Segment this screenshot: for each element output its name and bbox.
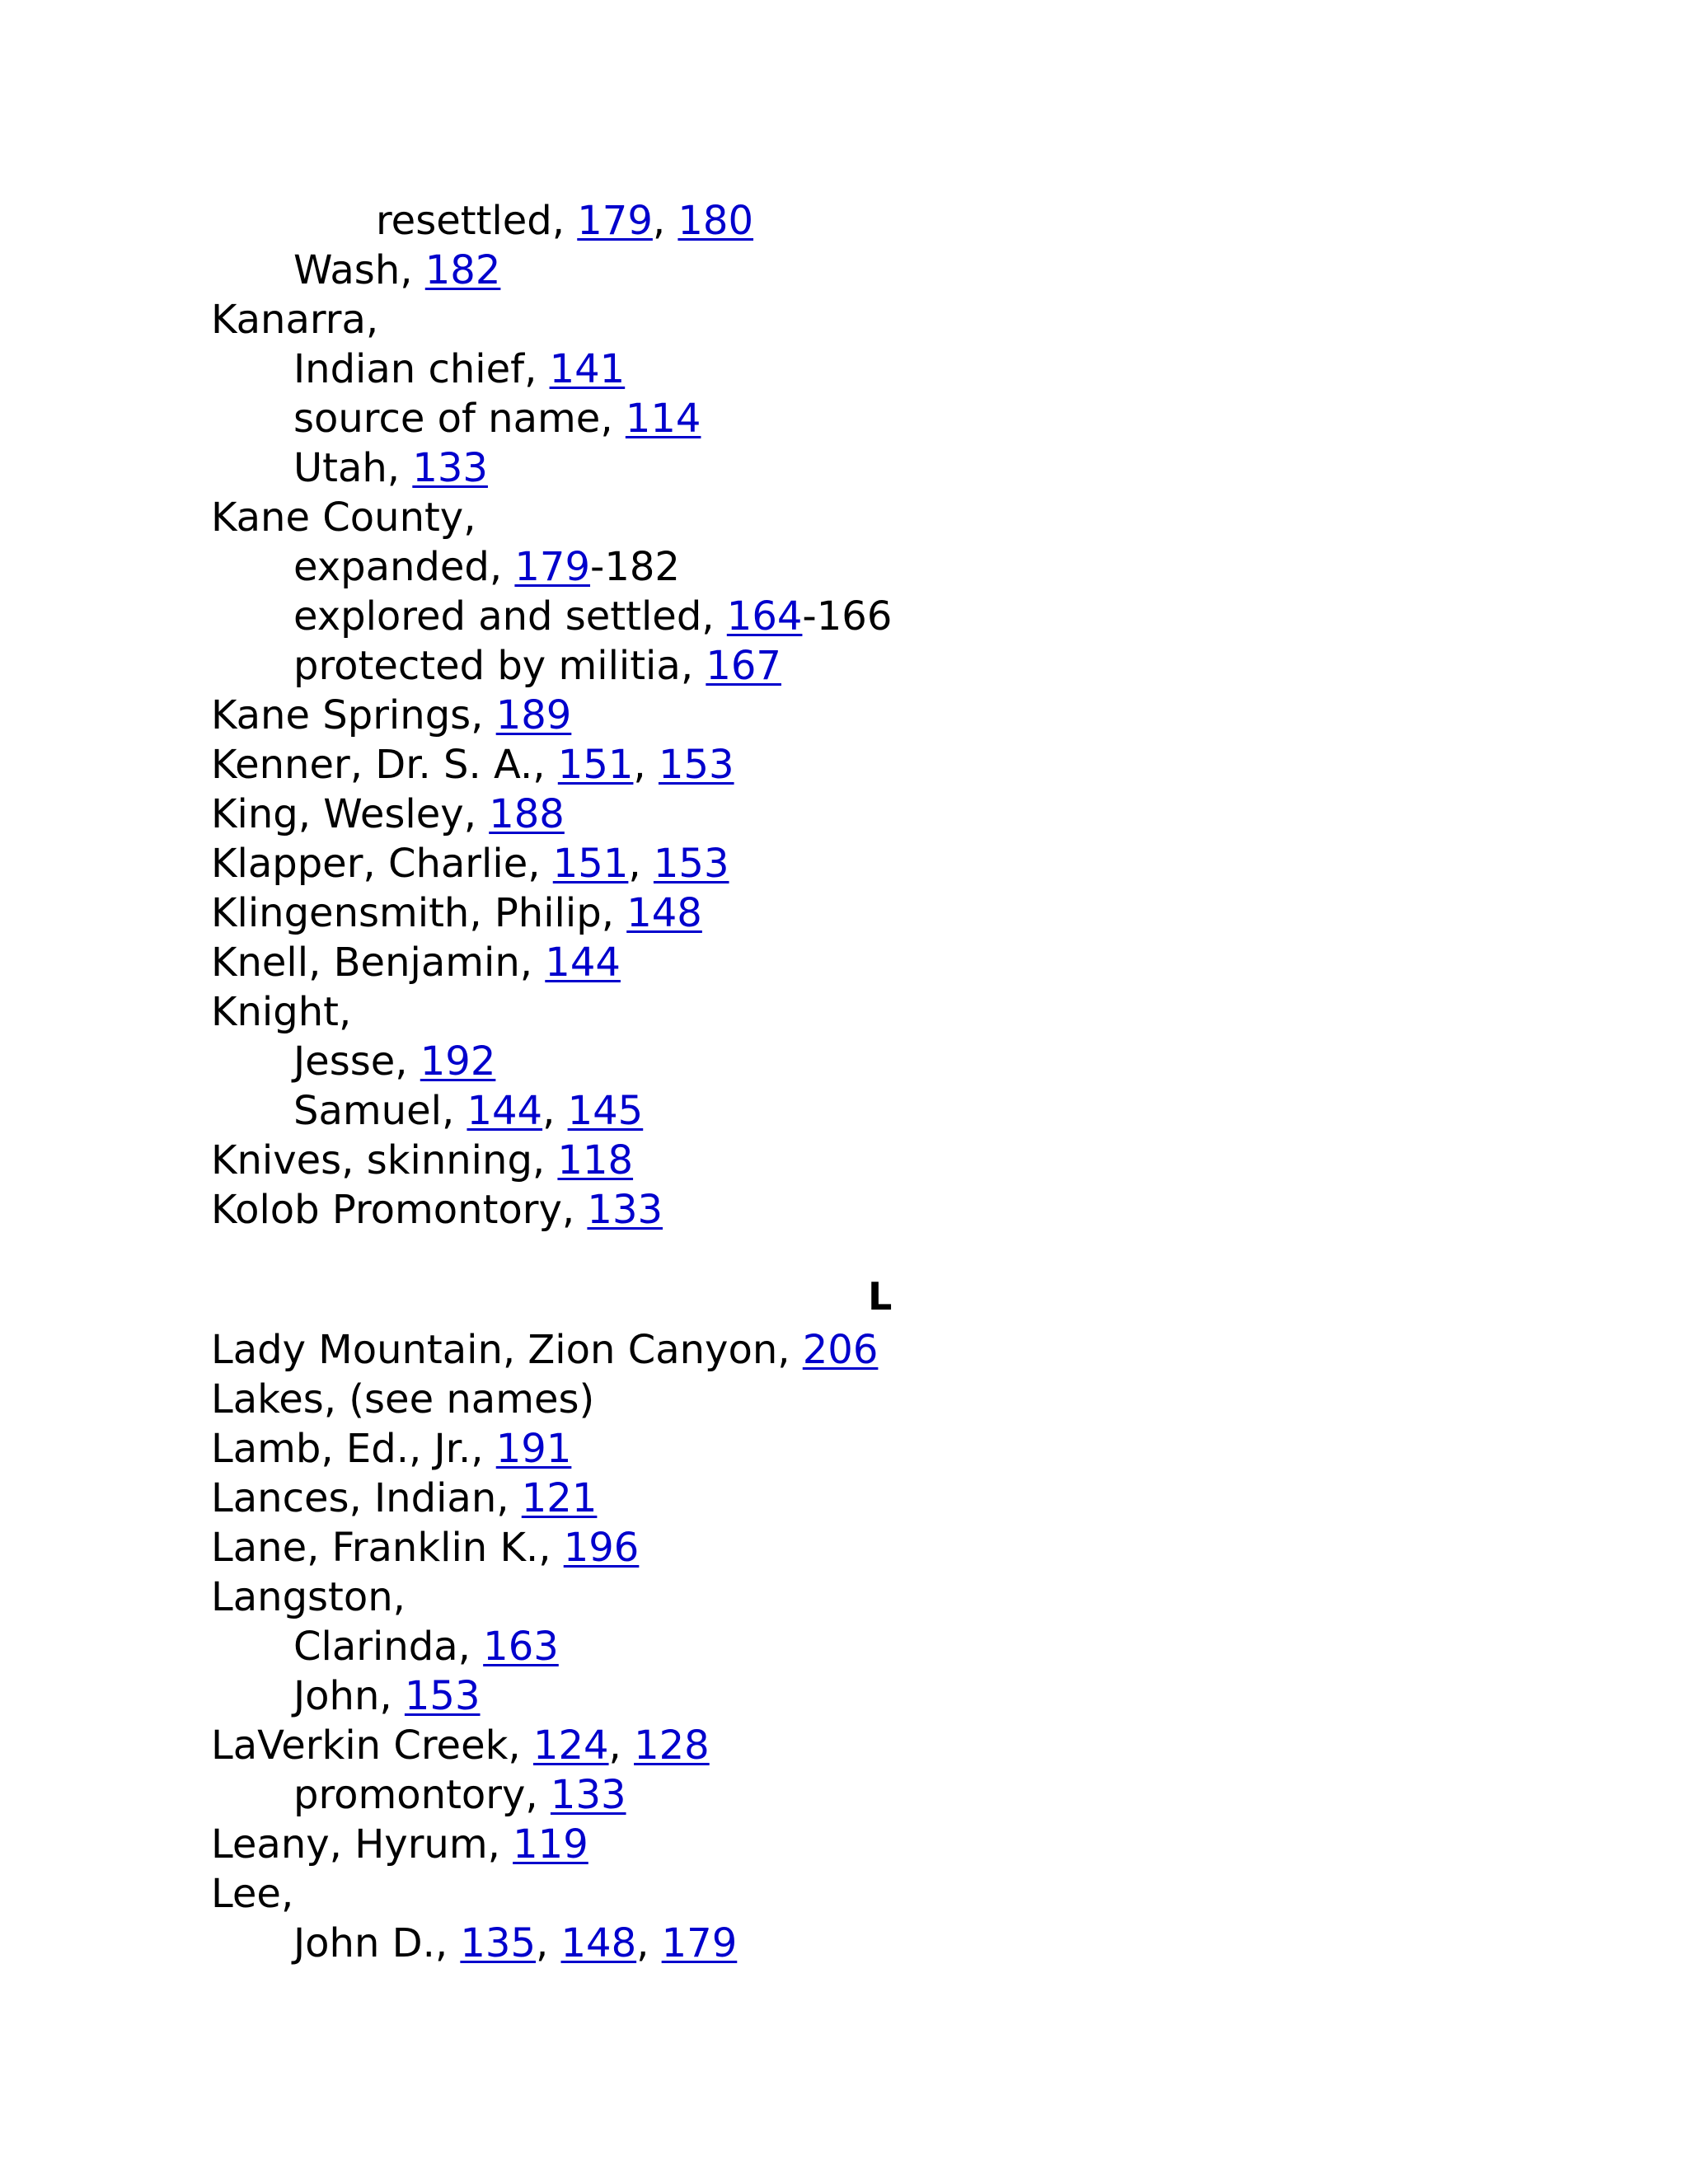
index-entry [211,839,1530,888]
index-entry [211,1424,1530,1474]
page-ref-link[interactable]: 133 [550,1772,626,1818]
index-term: source of name [293,396,601,442]
index-entry [211,196,1530,246]
index-term: King, Wesley [211,791,464,837]
ref-separator: , [652,198,678,244]
page-ref-link[interactable]: 153 [404,1673,481,1719]
term-separator: , [489,544,515,590]
l-entries [211,1325,1530,1968]
index-entry [211,1523,1530,1572]
term-separator: , [434,1920,461,1966]
index-entry [211,1136,1530,1185]
index-entry [211,1185,1530,1235]
page-ref-link[interactable]: 192 [420,1038,496,1085]
index-entry [211,691,1530,740]
term-separator: , [508,1722,533,1769]
page-ref-link[interactable]: 151 [552,841,629,887]
ref-separator: , [633,742,659,788]
index-term: John [293,1673,380,1719]
term-separator: , [496,1475,522,1521]
index-term: Klingensmith, Philip [211,890,602,936]
index-entry [211,246,1530,295]
term-separator: , [601,890,627,936]
term-separator: , [387,445,413,491]
index-term: Kolob Promontory [211,1187,562,1233]
index-entry [211,1671,1530,1721]
index-term: Kenner, Dr. S. A. [211,742,533,788]
index-entry [211,1820,1530,1869]
term-separator: , [463,791,490,837]
index-entry [211,295,1530,344]
page-ref-link[interactable]: 148 [560,1920,637,1966]
index-term: Leany, Hyrum [211,1821,488,1868]
term-separator: , [600,396,626,442]
index-entry [211,1770,1530,1820]
index-entry [211,740,1530,790]
page-range-end: -182 [590,544,680,590]
page-ref-link[interactable]: 144 [467,1088,543,1134]
index-entry [211,1325,1530,1375]
term-separator: , [561,1187,588,1233]
page-ref-link[interactable]: 196 [563,1525,640,1571]
page-ref-link[interactable]: 145 [567,1088,644,1134]
page-range-end: -166 [802,593,893,640]
page-ref-link[interactable]: 118 [557,1137,634,1183]
index-entry [211,1037,1530,1086]
index-term: Knives, skinning [211,1137,532,1183]
index-term: John D. [293,1920,435,1966]
page-ref-link[interactable]: 133 [412,445,488,491]
ref-separator: , [608,1722,635,1769]
index-term: Clarinda [293,1624,458,1670]
ref-separator: , [535,1920,561,1966]
page-ref-link[interactable]: 188 [489,791,565,837]
page-ref-link[interactable]: 164 [726,593,803,640]
term-separator: , [441,1088,467,1134]
index-term: Lamb, Ed., Jr. [211,1426,471,1472]
index-term: Indian chief [293,346,525,392]
index-entry [211,394,1530,443]
page-ref-link[interactable]: 153 [658,742,734,788]
index-entry [211,443,1530,493]
ref-separator: , [628,841,654,887]
index-entry [211,344,1530,394]
index-term: resettled [376,198,552,244]
page-ref-link[interactable]: 128 [634,1722,710,1769]
index-entry [211,790,1530,839]
index-term: Wash [293,247,401,293]
index-entry [211,1572,1530,1622]
book-index [211,196,1530,1968]
term-separator: , [528,841,553,887]
index-term: Utah [293,445,387,491]
term-separator: , [519,940,546,986]
index-entry [211,1474,1530,1523]
k-entries [211,196,1530,1235]
page-ref-link[interactable]: 133 [587,1187,663,1233]
page-ref-link[interactable]: 182 [424,247,501,293]
index-term: Lee, [211,1871,294,1917]
page-ref-link[interactable]: 135 [460,1920,536,1966]
index-entry [211,1919,1530,1968]
index-term: Kanarra, [211,297,379,343]
page-ref-link[interactable]: 179 [514,544,591,590]
index-term: explored and settled [293,593,702,640]
term-separator: , [471,1426,496,1472]
index-entry [211,641,1530,691]
page-ref-link[interactable]: 148 [626,890,702,936]
ref-separator: , [636,1920,662,1966]
page-ref-link[interactable]: 124 [532,1722,609,1769]
page-ref-link[interactable]: 121 [521,1475,598,1521]
page-ref-link[interactable]: 153 [653,841,729,887]
index-term: Jesse [293,1038,396,1085]
term-separator: , [551,198,578,244]
term-separator: , [379,1673,405,1719]
ref-separator: , [542,1088,568,1134]
section-heading [211,1235,1530,1325]
index-term: protected by militia [293,643,681,689]
page-ref-link[interactable]: 151 [557,742,634,788]
index-entry [211,1086,1530,1136]
page-ref-link[interactable]: 191 [495,1426,572,1472]
index-term: Langston, [211,1574,406,1620]
term-separator: , [487,1821,513,1868]
page-ref-link[interactable]: 179 [577,198,653,244]
index-entry [211,592,1530,641]
index-term: promontory [293,1772,526,1818]
page-ref-link[interactable]: 114 [625,396,701,442]
term-separator: , [524,346,550,392]
index-entry [211,987,1530,1037]
index-term: Klapper, Charlie [211,841,528,887]
term-separator: , [400,247,425,293]
index-term: expanded [293,544,490,590]
page-ref-link[interactable]: 144 [545,940,621,986]
index-term: Lane, Franklin K. [211,1525,539,1571]
index-term: Kane Springs [211,692,471,738]
index-term: Knell, Benjamin [211,940,520,986]
index-entry [211,1375,1530,1424]
index-term: Kane County, [211,494,476,541]
index-term: Lakes, (see names) [211,1376,595,1422]
term-separator: , [777,1327,803,1373]
page-ref-link[interactable]: 179 [661,1920,738,1966]
page-ref-link[interactable]: 163 [483,1624,559,1670]
page-ref-link[interactable]: 206 [802,1327,879,1373]
index-term: LaVerkin Creek [211,1722,509,1769]
term-separator: , [532,742,558,788]
page-ref-link[interactable]: 141 [549,346,626,392]
page-ref-link[interactable]: 189 [495,692,572,738]
term-separator: , [680,643,706,689]
index-entry [211,938,1530,987]
term-separator: , [538,1525,564,1571]
term-separator: , [701,593,727,640]
index-entry [211,1622,1530,1671]
section-letter: L [868,1274,893,1319]
index-term: Knight, [211,989,352,1035]
page-ref-link[interactable]: 167 [706,643,781,689]
index-entry [211,1721,1530,1770]
page-ref-link[interactable]: 180 [678,198,754,244]
term-separator: , [471,692,496,738]
index-term: Lady Mountain, Zion Canyon [211,1327,778,1373]
term-separator: , [395,1038,420,1085]
index-entry [211,888,1530,938]
index-entry [211,493,1530,542]
term-separator: , [525,1772,551,1818]
index-term: Samuel [293,1088,442,1134]
term-separator: , [457,1624,484,1670]
index-term: Lances, Indian [211,1475,497,1521]
page-ref-link[interactable]: 119 [513,1821,588,1868]
index-entry [211,1869,1530,1919]
index-entry [211,542,1530,592]
term-separator: , [532,1137,558,1183]
